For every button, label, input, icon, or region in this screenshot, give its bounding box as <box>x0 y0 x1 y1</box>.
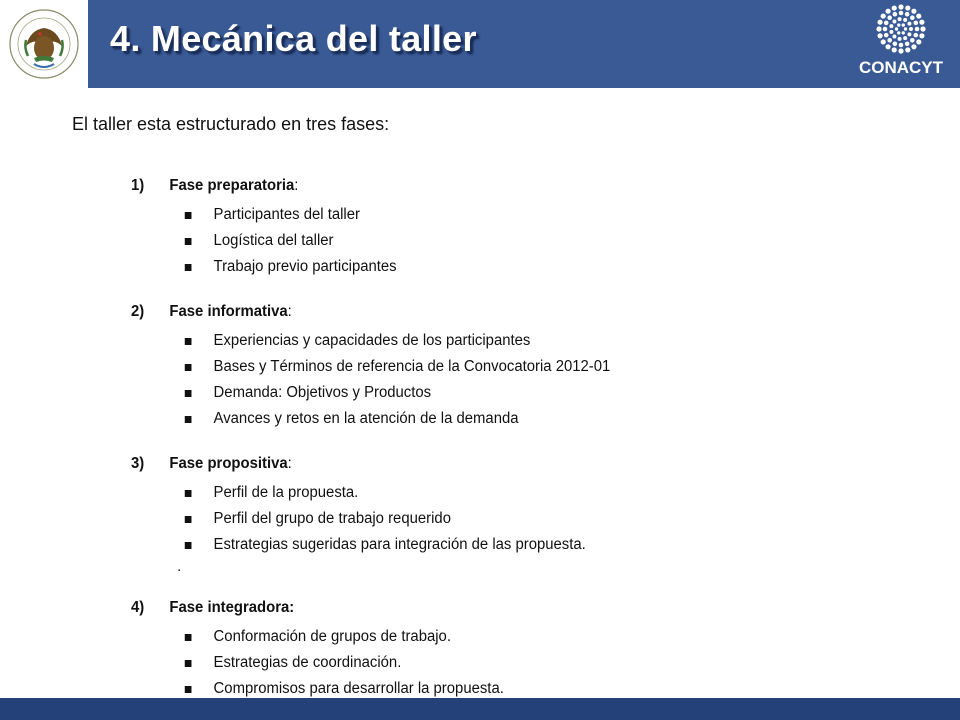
logo-dot <box>892 19 896 23</box>
logo-dot <box>881 39 886 44</box>
phase-heading <box>131 296 880 328</box>
logo-dot <box>877 20 882 25</box>
list-item-text: Bases y Términos de referencia de la Convocatoria 2012-01 <box>213 358 611 375</box>
list-item <box>131 480 880 506</box>
list-item-text: Avances y retos en la atención de la demanda <box>213 410 519 427</box>
logo-dot <box>887 38 892 43</box>
list-item <box>131 406 880 432</box>
phase-heading <box>131 170 880 202</box>
logo-dot <box>899 43 904 48</box>
logo-dot <box>892 35 896 39</box>
logo-text: CONACYT <box>858 58 944 77</box>
logo-dot <box>881 13 886 18</box>
list-item-text: Conformación de grupos de trabajo. <box>213 628 451 645</box>
logo-dot <box>898 17 902 21</box>
logo-dot <box>910 15 915 20</box>
square-bullet-icon <box>185 686 192 693</box>
logo-dot <box>911 44 916 49</box>
square-bullet-icon <box>185 238 192 245</box>
logo-dot <box>909 27 913 31</box>
logo-dot <box>898 4 903 9</box>
logo-dot <box>916 39 921 44</box>
square-bullet-icon <box>185 264 192 271</box>
logo-dot <box>905 41 910 46</box>
logo-dot <box>907 32 911 36</box>
list-item <box>131 328 880 354</box>
logo-dot <box>885 44 890 49</box>
logo-dot <box>877 33 882 38</box>
square-bullet-icon <box>185 416 192 423</box>
logo-dot <box>889 30 893 34</box>
logo-dot <box>913 33 918 38</box>
footer-bar <box>0 698 960 720</box>
list-item-text: Compromisos para desarrollar la propuesta. <box>213 680 504 697</box>
logo-dot <box>892 5 897 10</box>
phase-3 <box>131 448 880 576</box>
logo-dot <box>904 27 907 30</box>
logo-dot <box>919 20 924 25</box>
logo-dot <box>893 12 898 17</box>
logo-dot <box>898 37 902 41</box>
square-bullet-icon <box>185 212 192 219</box>
logo-dot <box>905 12 910 17</box>
phase-colon: : <box>287 303 292 320</box>
list-item-text: Logística del taller <box>213 232 334 249</box>
square-bullet-icon <box>185 542 192 549</box>
logo-dot <box>910 38 915 43</box>
logo-dot <box>884 21 889 26</box>
phase-number: 2) <box>131 303 145 320</box>
list-item <box>131 532 880 558</box>
logo-dot <box>897 31 900 34</box>
phase-heading <box>131 592 880 624</box>
logo-dot <box>905 47 910 52</box>
phase-number: 1) <box>131 177 145 194</box>
list-item <box>131 624 880 650</box>
square-bullet-icon <box>185 516 192 523</box>
phase-name: Fase integradora: <box>169 599 295 616</box>
logo-dot <box>916 13 921 18</box>
phase-name: Fase informativa <box>169 303 288 320</box>
logo-dot <box>919 33 924 38</box>
list-item <box>131 506 880 532</box>
logo-dot <box>902 23 905 26</box>
logo-dot <box>893 41 898 46</box>
logo-dot <box>907 22 911 26</box>
logo-dot <box>876 26 881 31</box>
phase-name: Fase preparatoria <box>169 177 295 194</box>
logo-dot <box>885 9 890 14</box>
logo-dot <box>898 48 903 53</box>
phase-name: Fase propositiva <box>169 455 288 472</box>
list-item-text: Demanda: Objetivos y Productos <box>213 384 432 401</box>
list-item-text: Estrategias sugeridas para integración de las propuesta. <box>213 536 586 553</box>
conacyt-logo <box>842 0 960 88</box>
phase-1 <box>131 170 880 280</box>
seal-area <box>0 0 88 88</box>
phase-2 <box>131 296 880 432</box>
list-item <box>131 354 880 380</box>
logo-dot <box>899 11 904 16</box>
logo-dot <box>920 26 925 31</box>
trailing-dot: . <box>177 558 182 575</box>
phase-colon: : <box>287 455 292 472</box>
logo-dot <box>884 33 889 38</box>
list-item-text: Participantes del taller <box>213 206 360 223</box>
logo-dot <box>883 27 888 32</box>
logo-dot <box>895 27 898 30</box>
slide-header <box>0 0 960 88</box>
phase-heading <box>131 448 880 480</box>
coat-of-arms-icon <box>0 0 88 88</box>
square-bullet-icon <box>185 390 192 397</box>
conacyt-logo-icon <box>842 0 960 58</box>
intro-text: El taller esta estructurado en tres fases: <box>72 114 390 134</box>
list-item-text: Perfil de la propuesta. <box>213 484 359 501</box>
square-bullet-icon <box>185 490 192 497</box>
phase-items <box>131 480 880 558</box>
phases-list <box>131 170 880 702</box>
phase-number: 3) <box>131 455 145 472</box>
list-item <box>131 228 880 254</box>
logo-dot <box>897 23 900 26</box>
logo-dot <box>903 36 907 40</box>
logo-dot <box>892 47 897 52</box>
phase-colon: : <box>294 177 299 194</box>
phase-items <box>131 202 880 280</box>
list-item <box>131 380 880 406</box>
logo-dot <box>887 15 892 20</box>
logo-dot <box>913 21 918 26</box>
square-bullet-icon <box>185 660 192 667</box>
list-item-text: Perfil del grupo de trabajo requerido <box>213 510 451 527</box>
logo-dot <box>911 9 916 14</box>
logo-dot <box>915 27 920 32</box>
square-bullet-icon <box>185 338 192 345</box>
slide-title: 4. Mecánica del taller <box>110 18 477 59</box>
logo-dot <box>902 31 905 34</box>
phase-4 <box>131 592 880 702</box>
logo-dot <box>903 18 907 22</box>
square-bullet-icon <box>185 364 192 371</box>
square-bullet-icon <box>185 634 192 641</box>
list-item <box>131 254 880 280</box>
list-item <box>131 650 880 676</box>
logo-dot <box>905 5 910 10</box>
list-item-text: Trabajo previo participantes <box>213 258 397 275</box>
logo-dot <box>889 24 893 28</box>
phase-items <box>131 624 880 702</box>
phase-items <box>131 328 880 432</box>
phase-number: 4) <box>131 599 145 616</box>
list-item-text: Estrategias de coordinación. <box>213 654 402 671</box>
list-item-text: Experiencias y capacidades de los participantes <box>213 332 531 349</box>
list-item <box>131 202 880 228</box>
